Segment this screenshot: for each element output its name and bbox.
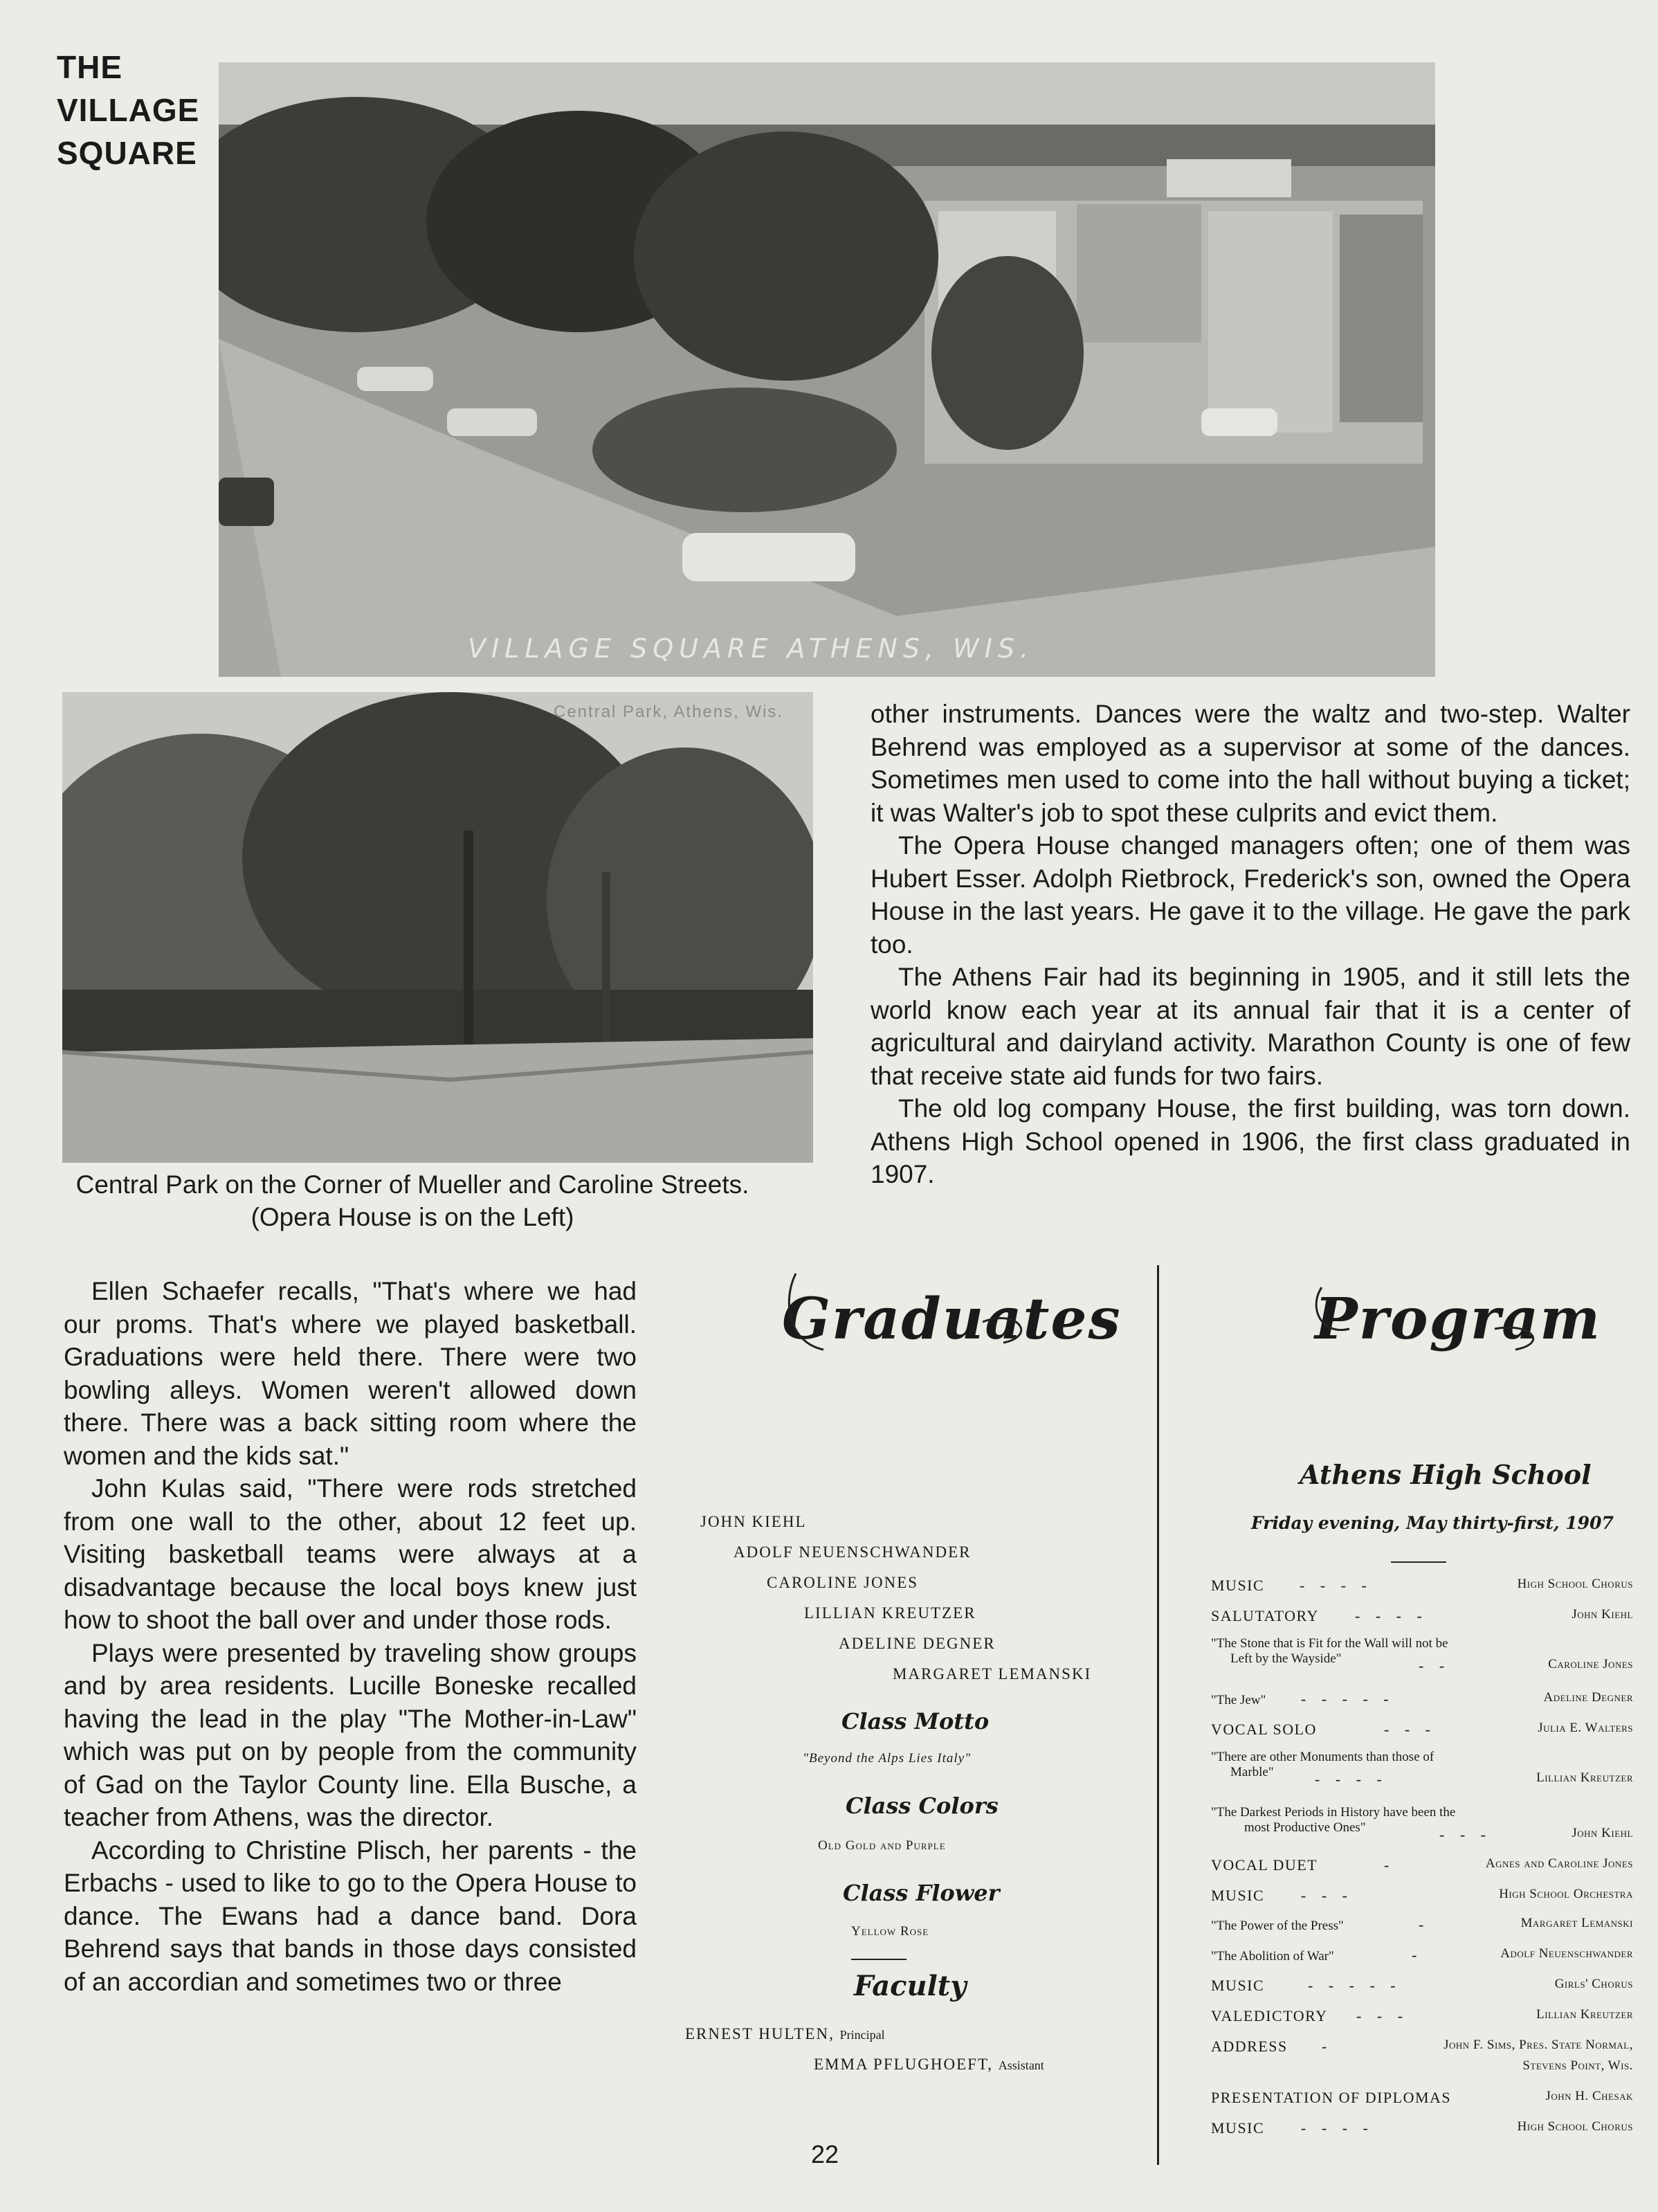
- graduate-name: JOHN KIEHL: [700, 1513, 807, 1530]
- right-paragraph-4: The old log company House, the first building, was torn down. Athens High School opened in 1906, the first class graduated in 1907.: [871, 1094, 1630, 1188]
- program-row: "The Stone that is Fit for the Wall will not be Left by the Wayside" - - Caroline Jones: [1211, 1636, 1633, 1674]
- program-row: "The Darkest Periods in History have been the most Productive Ones" - - - John Kiehl: [1211, 1805, 1633, 1843]
- left-column-text: [64, 1275, 637, 1998]
- graduates-heading-flourish: [775, 1260, 1052, 1363]
- right-paragraph-2: The Opera House changed managers often; one of them was Hubert Esser. Adolph Rietbrock, Frederick's son, owned the Opera House in the last years. He gave it to the village. He gave the park too.: [871, 831, 1630, 959]
- faculty-name: EMMA PFLUGHOEFT,: [814, 2056, 994, 2073]
- program-row: VALEDICTORY - - - Lillian Kreutzer: [1211, 2007, 1633, 2024]
- right-column-text: [871, 698, 1630, 1191]
- class-flower-heading: Class Flower: [843, 1880, 1000, 1906]
- divider: [851, 1959, 907, 1960]
- graduate-name: CAROLINE JONES: [767, 1574, 919, 1591]
- program-row: SALUTATORY - - - - John Kiehl: [1211, 1607, 1633, 1624]
- class-motto-heading: Class Motto: [841, 1708, 990, 1734]
- graduate-name: ADOLF NEUENSCHWANDER: [734, 1543, 972, 1561]
- program-heading-flourish: [1308, 1260, 1557, 1363]
- program-row: ADDRESS - John F. Sims, Pres. State Normal, Stevens Point, Wis.: [1211, 2038, 1633, 2073]
- program-row: "There are other Monuments than those of Marble" - - - - Lillian Kreutzer: [1211, 1750, 1633, 1788]
- village-square-photo-writing: VILLAGE SQUARE ATHENS, WIS.: [468, 633, 1035, 664]
- faculty-heading: Faculty: [854, 1970, 967, 2002]
- graduate-name: MARGARET LEMANSKI: [893, 1665, 1092, 1683]
- page-number: 22: [811, 2140, 839, 2168]
- program-row: VOCAL DUET - Agnes and Caroline Jones: [1211, 1856, 1633, 1874]
- faculty-role: Assistant: [998, 2058, 1044, 2072]
- program-row: VOCAL SOLO - - - Julia E. Walters: [1211, 1721, 1633, 1738]
- central-park-photo: [62, 692, 813, 1163]
- title-line-1: THE: [57, 49, 122, 85]
- graduate-name: ADELINE DEGNER: [839, 1635, 996, 1652]
- page-title: [57, 46, 199, 174]
- title-line-2: VILLAGE: [57, 92, 200, 128]
- left-paragraph-2: John Kulas said, "There were rods stretched from one wall to the other, about 12 feet up. Visiting basketball teams were always at a disadvantage because the local boys knew just how to shoot the ball over and under those rods.: [64, 1474, 637, 1634]
- left-paragraph-4: According to Christine Plisch, her parents - the Erbachs - used to like to go to the Opera House to dance. The Ewans had a dance band. Dora Behrend says that bands in those days consisted of an accordian and sometimes two or three: [64, 1835, 637, 1996]
- column-divider: [1157, 1265, 1159, 2165]
- program-school: Athens High School: [1300, 1459, 1592, 1490]
- program-row: MUSIC - - - - High School Chorus: [1211, 2119, 1633, 2137]
- program-heading: Program: [1315, 1286, 1601, 1352]
- class-colors-heading: Class Colors: [846, 1793, 999, 1819]
- village-square-photo: [219, 62, 1435, 677]
- faculty-member-2: [814, 2056, 1044, 2074]
- class-flower: Yellow Rose: [851, 1924, 929, 1939]
- right-paragraph-3: The Athens Fair had its beginning in 1905, and it still lets the world know each year at its annual fair that it is a center of agricultural and dairyland activity. Marathon County is one of few that receive state aid funds for two fairs.: [871, 963, 1630, 1090]
- graduates-heading: Graduates: [782, 1286, 1122, 1352]
- program-row: "The Power of the Press" - Margaret Lemanski: [1211, 1916, 1633, 1933]
- program-row: MUSIC - - - - High School Chorus: [1211, 1577, 1633, 1594]
- left-paragraph-1: Ellen Schaefer recalls, "That's where we had our proms. That's where we played basketball. Graduations were held there. There were two bowling alleys. Women weren't allowed down there. There was a back sitting room where the women and the kids sat.": [64, 1277, 637, 1470]
- program-row: "The Abolition of War" - Adolf Neuenschwander: [1211, 1946, 1633, 1964]
- right-paragraph-1: other instruments. Dances were the waltz and two-step. Walter Behrend was employed as a supervisor at some of the dances. Sometimes men used to come into the hall without buying a ticket; it was Walter's job to spot these culprits and evict them.: [871, 700, 1630, 827]
- program-date: Friday evening, May thirty-first, 1907: [1251, 1513, 1614, 1533]
- faculty-role: Principal: [839, 2028, 885, 2042]
- faculty-name: ERNEST HULTEN,: [685, 2025, 835, 2042]
- program-row: MUSIC - - - High School Orchestra: [1211, 1887, 1633, 1904]
- class-motto: "Beyond the Alps Lies Italy": [803, 1751, 972, 1766]
- title-line-3: SQUARE: [57, 135, 197, 171]
- program-row: MUSIC - - - - - Girls' Chorus: [1211, 1977, 1633, 1994]
- faculty-member-1: [685, 2025, 885, 2043]
- program-row: PRESENTATION OF DIPLOMAS John H. Chesak: [1211, 2089, 1633, 2106]
- program-row: "The Jew" - - - - - Adeline Degner: [1211, 1690, 1633, 1707]
- graduate-name: LILLIAN KREUTZER: [804, 1604, 976, 1622]
- class-colors: Old Gold and Purple: [818, 1838, 946, 1853]
- divider: [1391, 1561, 1446, 1563]
- left-paragraph-3: Plays were presented by traveling show groups and by area residents. Lucille Boneske recalled having the lead in the play "The Mother-in-Law" which was put on by people from the community of Gad on the Taylor County line. Ella Busche, a teacher from Athens, was the director.: [64, 1638, 637, 1831]
- central-park-caption: Central Park on the Corner of Mueller and Caroline Streets. (Opera House is on the Left): [75, 1170, 749, 1231]
- central-park-photo-label: Central Park, Athens, Wis.: [554, 702, 784, 721]
